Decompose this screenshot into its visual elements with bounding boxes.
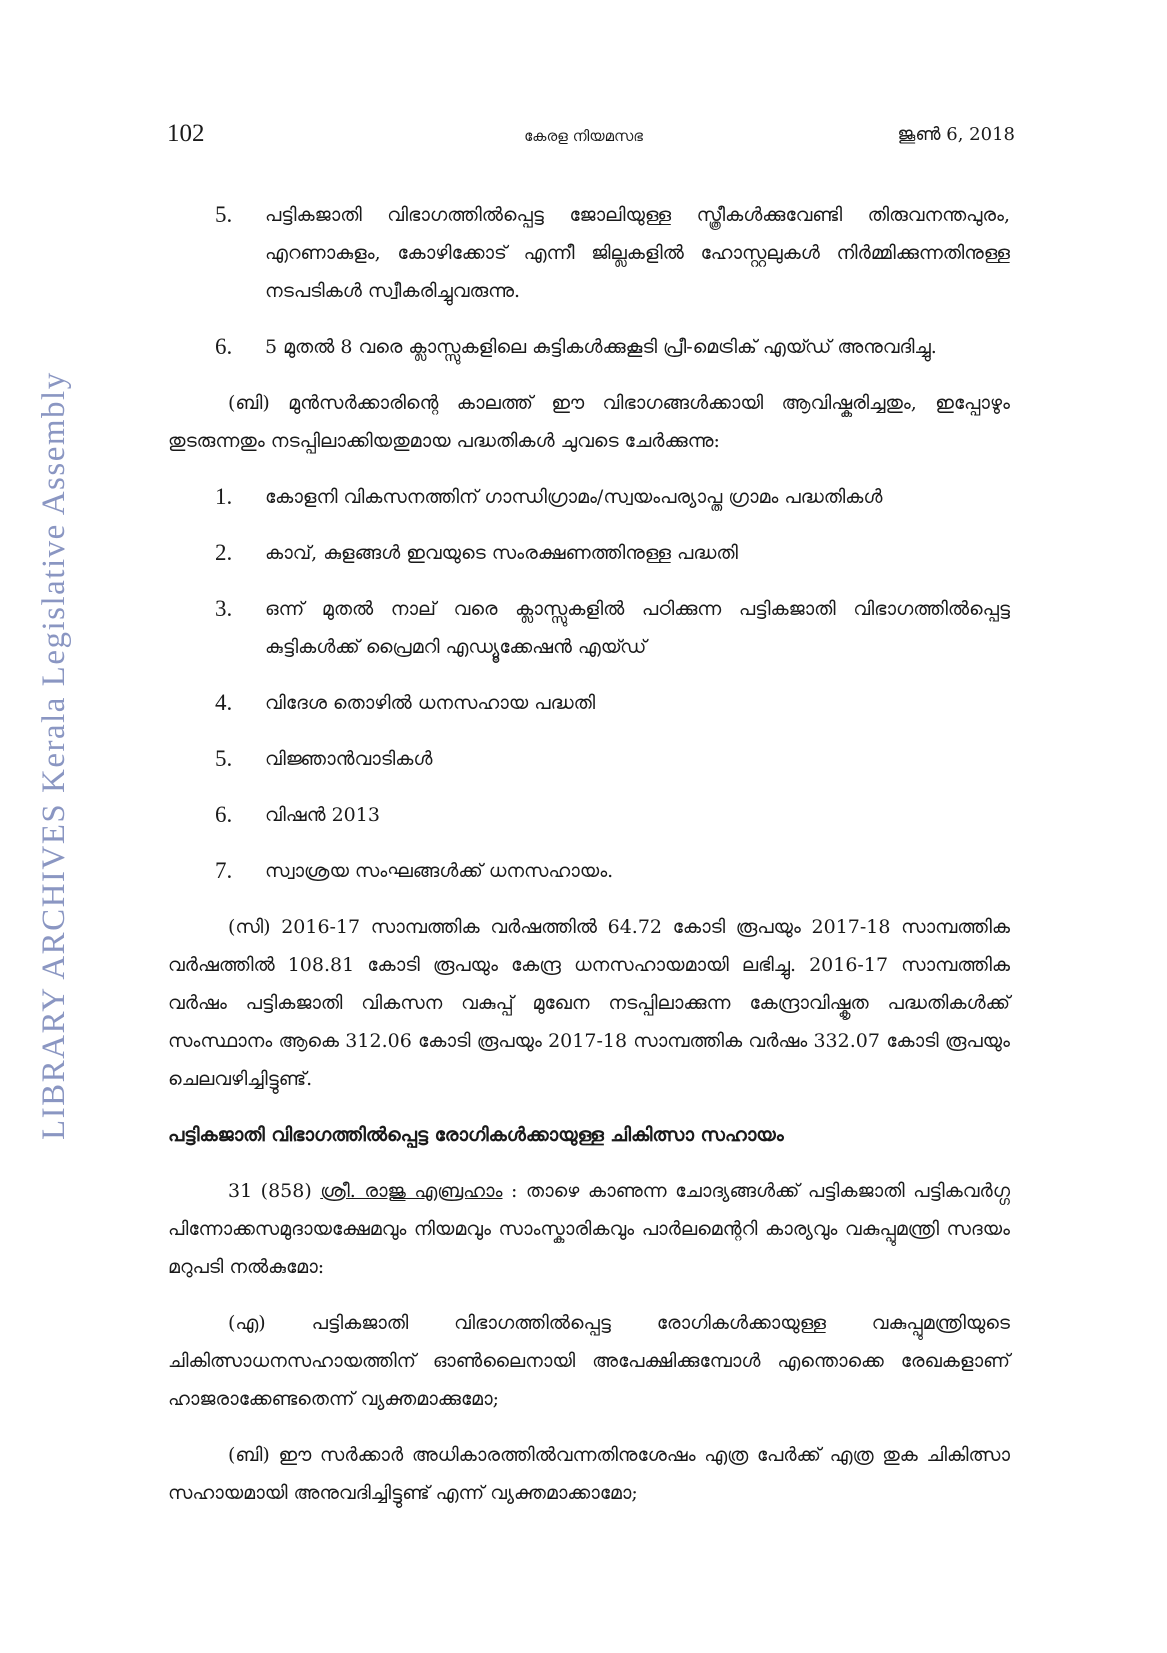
list-item <box>168 196 1010 310</box>
paragraph-c: (സി) 2016-17 സാമ്പത്തിക വർഷത്തിൽ 64.72 കോടി രൂപയും 2017-18 സാമ്പത്തിക വർഷത്തിൽ 108.81 കോടി രൂപയും കേന്ദ്ര ധനസഹായമായി ലഭിച്ചു. 2016-17 സാമ്പത്തിക വർഷം പട്ടികജാതി വികസന വകുപ്പ് മുഖേന നടപ്പിലാക്കുന്ന കേന്ദ്രാവിഷ്കൃത പദ്ധതികൾക്ക് സംസ്ഥാനം ആകെ 312.06 കോടി രൂപയും 2017-18 സാമ്പത്തിക വർഷം 332.07 കോടി രൂപയും ചെലവഴിച്ചിട്ടുണ്ട്. <box>168 916 1010 1090</box>
list-item-number: 5. <box>215 746 233 771</box>
list-item <box>168 328 1010 366</box>
list-item-number: 3. <box>215 596 233 621</box>
list-item <box>168 852 1010 890</box>
page-number: 102 <box>167 120 205 147</box>
list-item <box>168 740 1010 778</box>
archive-watermark: LIBRARY ARCHIVES Kerala Legislative Assembly <box>36 371 72 1140</box>
page-body <box>168 196 1010 1530</box>
list-item-number: 5. <box>215 202 233 227</box>
list-item <box>168 478 1010 516</box>
list-item-text: കോളനി വികസനത്തിന് ഗാന്ധിഗ്രാമം/സ്വയംപര്യാപ്ത ഗ്രാമം പദ്ധതികൾ <box>265 486 883 508</box>
list-item-text: 5 മുതൽ 8 വരെ ക്ലാസ്സുകളിലെ കുട്ടികൾക്കുകൂടി പ്രീ-മെട്രിക് എയ്ഡ് അനുവദിച്ചു. <box>265 336 937 358</box>
list-item-number: 4. <box>215 690 233 715</box>
question-part-a: (എ) പട്ടികജാതി വിഭാഗത്തിൽപ്പെട്ട രോഗികൾക്കായുള്ള വകുപ്പുമന്ത്രിയുടെ ചികിത്സാധനസഹായത്തിന് ഓൺലൈനായി അപേക്ഷിക്കുമ്പോൾ എന്തൊക്കെ രേഖകളാണ് ഹാജരാക്കേണ്ടതെന്ന് വ്യക്തമാക്കുമോ; <box>168 1312 1010 1410</box>
list-item <box>168 534 1010 572</box>
question-member: ശ്രീ. രാജു എബ്രഹാം <box>320 1180 503 1202</box>
question-text: : താഴെ കാണുന്ന ചോദ്യങ്ങൾക്ക് പട്ടികജാതി പട്ടികവർഗ്ഗ പിന്നോക്കസമുദായക്ഷേമവും നിയമവും സാംസ്കാരികവും പാർലമെന്ററി കാര്യവും വകുപ്പുമന്ത്രി സദയം മറുപടി നൽകുമോ: <box>168 1180 1011 1278</box>
list-item-number: 6. <box>215 334 233 359</box>
list-item-text: സ്വാശ്രയ സംഘങ്ങൾക്ക് ധനസഹായം. <box>265 860 614 882</box>
list-item-text: പട്ടികജാതി വിഭാഗത്തിൽപ്പെട്ട ജോലിയുള്ള സ്ത്രീകൾക്കുവേണ്ടി തിരുവനന്തപുരം, എറണാകുളം, കോഴിക്കോട് എന്നീ ജില്ലകളിൽ ഹോസ്റ്റലുകൾ നിർമ്മിക്കുന്നതിനുള്ള നടപടികൾ സ്വീകരിച്ചുവരുന്നു. <box>265 204 1010 302</box>
header-date: ജൂൺ 6, 2018 <box>897 124 1015 145</box>
question-paragraph <box>168 1172 1010 1286</box>
running-title: കേരള നിയമസഭ <box>524 127 643 145</box>
list-item <box>168 590 1010 666</box>
list-item-text: വിദേശ തൊഴിൽ ധനസഹായ പദ്ധതി <box>265 692 596 714</box>
list-item-number: 1. <box>215 484 233 509</box>
list-item <box>168 684 1010 722</box>
list-item <box>168 796 1010 834</box>
list-item-number: 6. <box>215 802 233 827</box>
question-part-b: (ബി) ഈ സർക്കാർ അധികാരത്തിൽവന്നതിനുശേഷം എത്ര പേർക്ക് എത്ര തുക ചികിത്സാ സഹായമായി അനുവദിച്ചിട്ടുണ്ട് എന്ന് വ്യക്തമാക്കാമോ; <box>168 1444 1010 1504</box>
paragraph-b: (ബി) മുൻസർക്കാരിന്റെ കാലത്ത് ഈ വിഭാഗങ്ങൾക്കായി ആവിഷ്കരിച്ചതും, ഇപ്പോഴും തുടരുന്നതും നടപ്പിലാക്കിയതുമായ പദ്ധതികൾ ചുവടെ ചേർക്കുന്നു: <box>168 392 1010 452</box>
list-item-text: വിഷൻ 2013 <box>265 804 380 826</box>
list-item-text: വിജ്ഞാൻവാടികൾ <box>265 748 433 770</box>
list-item-number: 2. <box>215 540 233 565</box>
list-item-number: 7. <box>215 858 233 883</box>
question-number: 31 (858) <box>228 1180 312 1202</box>
list-item-text: ഒന്ന് മുതൽ നാല് വരെ ക്ലാസ്സുകളിൽ പഠിക്കുന്ന പട്ടികജാതി വിഭാഗത്തിൽപ്പെട്ട കുട്ടികൾക്ക് പ്രൈമറി എഡ്യൂക്കേഷൻ എയ്ഡ് <box>265 598 1010 658</box>
section-heading: പട്ടികജാതി വിഭാഗത്തിൽപ്പെട്ട രോഗികൾക്കായുള്ള ചികിത്സാ സഹായം <box>168 1124 784 1146</box>
list-item-text: കാവ്, കുളങ്ങൾ ഇവയുടെ സംരക്ഷണത്തിനുള്ള പദ്ധതി <box>265 542 738 564</box>
